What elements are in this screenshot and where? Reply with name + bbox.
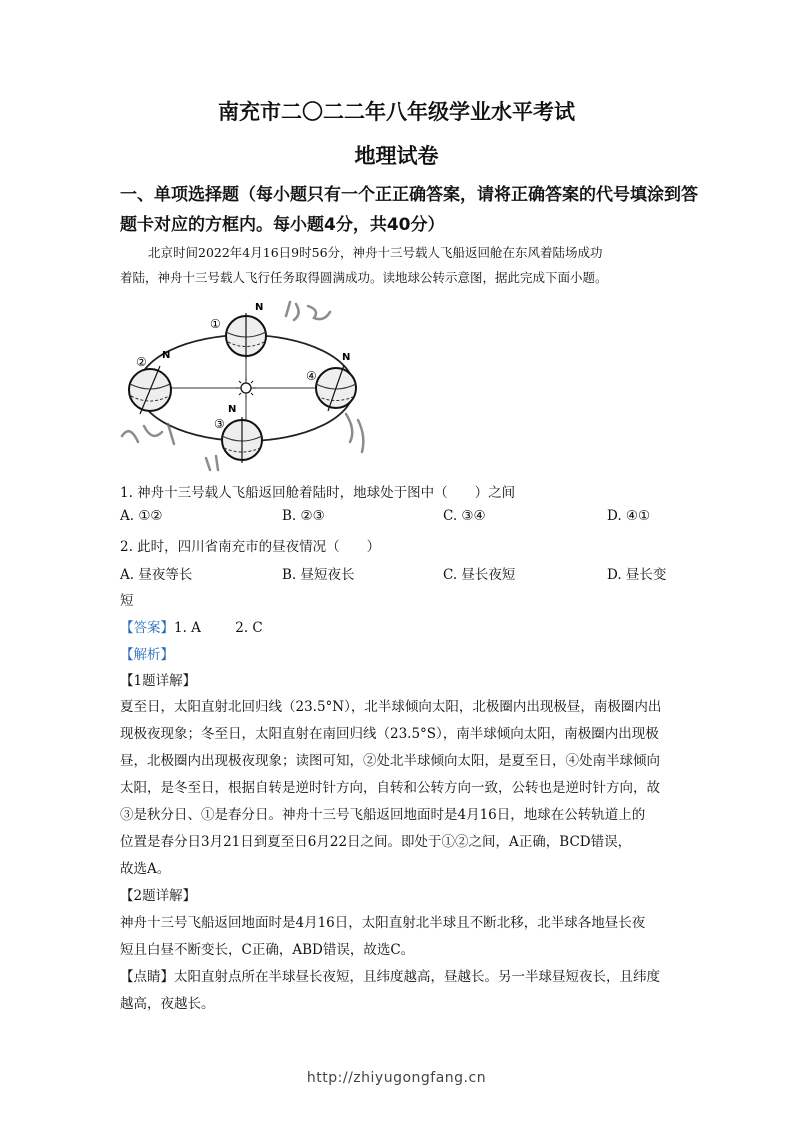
- tip-label: 【点睛】: [120, 969, 174, 985]
- footer-url: http://zhiyugongfang.cn: [306, 1070, 487, 1086]
- q1-stem: 1. 神舟十三号载人飞船返回舱着陆时，地球处于图中（ ）之间: [120, 485, 516, 501]
- earth-position-2: [129, 366, 171, 414]
- q2-option-d: D. 昼长变: [607, 567, 667, 583]
- detail2-line: 神舟十三号飞船返回地面时是4月16日，太阳直射北半球且不断北移，北半球各地昼长夜: [120, 915, 646, 931]
- intro-line1: 北京时间2022年4月16日9时56分，神舟十三号载人飞船返回舱在东风着陆场成功: [148, 245, 603, 260]
- tip-line2: 越高，夜越长。: [120, 996, 215, 1012]
- detail1-line: 现极夜现象；冬至日，太阳直射在南回归线（23.5°S），南半球倾向太阳，南极圈内出现极: [120, 726, 659, 742]
- page-subtitle: 地理试卷: [354, 144, 439, 168]
- earth-position-3: [222, 417, 262, 463]
- position-label-4: ④: [306, 369, 317, 383]
- q2-option-d-continuation: 短: [120, 593, 134, 609]
- detail1-line: 位置是春分日3月21日到夏至日6月22日之间。即处于①②之间，A正确，BCD错误，: [120, 834, 632, 850]
- detail1-line: 太阳，是冬至日，根据自转是逆时针方向，自转和公转方向一致，公转也是逆时针方向，故: [120, 780, 660, 796]
- north-label-3: N: [228, 404, 237, 415]
- q2-stem: 2. 此时，四川省南充市的昼夜情况（ ）: [120, 539, 381, 555]
- detail2-label: 【2题详解】: [120, 888, 197, 904]
- q2-option-a: A. 昼夜等长: [120, 567, 193, 583]
- q1-option-b: B. ②③: [282, 508, 325, 524]
- tip-text: 太阳直射点所在半球昼长夜短，且纬度越高，昼越长。另一半球昼短夜长，且纬度: [174, 969, 660, 985]
- q1-option-d: D. ④①: [607, 508, 651, 524]
- position-label-3: ③: [214, 417, 225, 431]
- answer-line: [120, 616, 263, 636]
- detail1-line: 昼，北极圈内出现极夜现象；读图可知，②处北半球倾向太阳，是夏至日，④处南半球倾向: [120, 753, 660, 769]
- detail2-line: 短且白昼不断变长，C正确，ABD错误，故选C。: [120, 942, 415, 958]
- answer-label: 【答案】: [120, 620, 174, 636]
- q1-option-a: A. ①②: [120, 508, 163, 524]
- answer-text: 1. A 2. C: [174, 620, 263, 636]
- north-label-4: N: [342, 352, 351, 363]
- sun-icon: [236, 378, 256, 398]
- q1-option-c: C. ③④: [443, 508, 486, 524]
- section-heading-line1: 一、单项选择题（每小题只有一个正正确答案，请将正确答案的代号填涂到答: [120, 185, 698, 205]
- earth-position-1: [226, 313, 266, 359]
- north-label-1: N: [255, 302, 264, 313]
- earth-position-4: [316, 365, 356, 411]
- detail1-label: 【1题详解】: [120, 673, 197, 689]
- detail1-line: 故选A。: [120, 861, 171, 877]
- north-label-2: N: [162, 350, 171, 361]
- detail1-line: ③是秋分日、①是春分日。神舟十三号飞船返回地面时是4月16日，地球在公转轨道上的: [120, 807, 646, 823]
- analysis-label: 【解析】: [120, 647, 174, 663]
- q2-option-c: C. 昼长夜短: [443, 567, 516, 583]
- detail1-line: 夏至日，太阳直射北回归线（23.5°N），北半球倾向太阳，北极圈内出现极昼，南极圈内出: [120, 699, 662, 715]
- page-title: 南充市二〇二二年八年级学业水平考试: [218, 100, 575, 124]
- position-label-1: ①: [210, 317, 221, 331]
- intro-line2: 着陆，神舟十三号载人飞行任务取得圆满成功。读地球公转示意图，据此完成下面小题。: [120, 270, 608, 285]
- q2-option-b: B. 昼短夜长: [282, 567, 355, 583]
- earth-revolution-figure: [118, 296, 380, 472]
- position-label-2: ②: [136, 355, 147, 369]
- tip-line1: [120, 965, 660, 985]
- section-heading-line2: 题卡对应的方框内。每小题4分，共40分）: [120, 215, 445, 235]
